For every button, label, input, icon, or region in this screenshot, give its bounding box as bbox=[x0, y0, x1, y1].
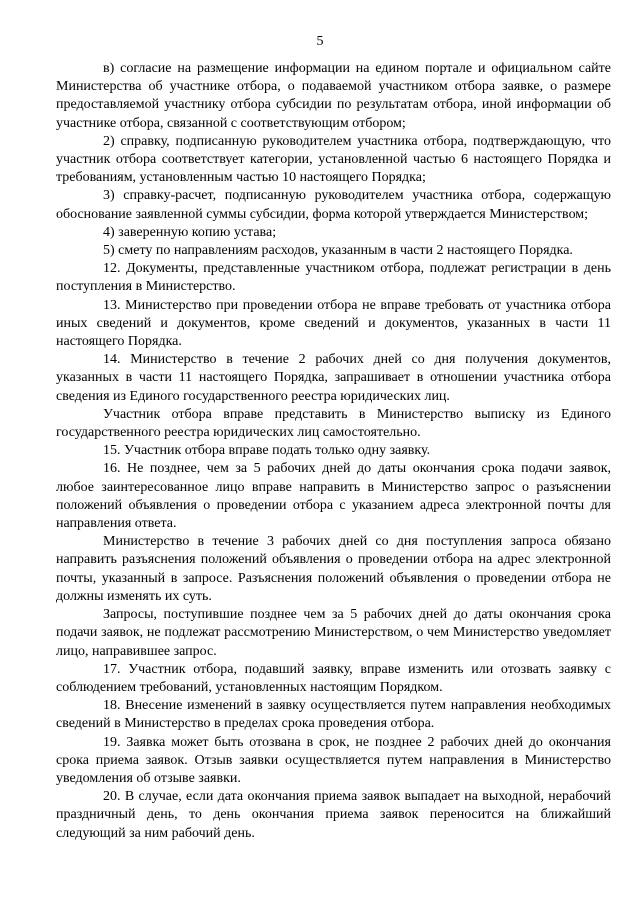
document-body bbox=[56, 60, 611, 843]
paragraph-item-3-calculation: 3) справку-расчет, подписанную руководителем участника отбора, содержащую обоснование заявленной суммы субсидии, форма которой утверждается Министерством; bbox=[56, 188, 611, 222]
page-number: 5 bbox=[316, 34, 324, 49]
paragraph-20: 20. В случае, если дата окончания приема заявок выпадает на выходной, нерабочий праздничный день, то день окончания приема заявок переносится на ближайший следующий за ним рабочий день. bbox=[56, 789, 611, 841]
paragraph-16-response: Министерство в течение 3 рабочих дней со дня поступления запроса обязано направить разъяснения положений объявления о проведении отбора на адрес электронной почты, указанный в запросе. Разъяснения положений объявления о проведении отбора не должны изменять их суть. bbox=[56, 534, 611, 604]
paragraph-item-5-estimate: 5) смету по направлениям расходов, указанным в части 2 настоящего Порядка. bbox=[103, 243, 573, 259]
paragraph-16: 16. Не позднее, чем за 5 рабочих дней до даты окончания срока подачи заявок, любое заинтересованное лицо вправе направить в Министерство запрос о разъяснении положений объявления о проведении отбора с указанием адреса электронной почты для направления ответа. bbox=[56, 461, 611, 532]
paragraph-13: 13. Министерство при проведении отбора не вправе требовать от участника отбора иных сведений и документов, кроме сведений и документов, указанных в части 11 настоящего Порядка. bbox=[56, 297, 611, 350]
paragraph-15: 15. Участник отбора вправе подать только одну заявку. bbox=[103, 443, 431, 459]
paragraph-item-2-certificate: 2) справку, подписанную руководителем участника отбора, подтверждающую, что участник отбора соответствует категории, установленной частью 6 настоящего Порядка и требованиям, установленным частью 10 настоящего Порядка; bbox=[56, 133, 611, 186]
paragraph-12: 12. Документы, представленные участником отбора, подлежат регистрации в день поступления в Министерство. bbox=[56, 261, 611, 295]
paragraph-14-extract: Участник отбора вправе представить в Министерство выписку из Единого государственного реестра юридических лиц самостоятельно. bbox=[56, 406, 611, 441]
paragraph-17: 17. Участник отбора, подавший заявку, вправе изменить или отозвать заявку с соблюдением требований, установленных настоящим Порядком. bbox=[56, 661, 611, 695]
paragraph-14: 14. Министерство в течение 2 рабочих дней со дня получения документов, указанных в части 11 настоящего Порядка, запрашивает в отношении участника отбора сведения из Единого государственного реестра юридических лиц. bbox=[56, 352, 611, 404]
paragraph-18: 18. Внесение изменений в заявку осуществляется путем направления необходимых сведений в Министерство в пределах срока проведения отбора. bbox=[56, 698, 611, 732]
paragraph-19: 19. Заявка может быть отозвана в срок, не позднее 2 рабочих дней до окончания срока приема заявок. Отзыв заявки осуществляется путем направления в Министерство уведомления об отзыве заявки. bbox=[56, 734, 611, 786]
paragraph-item-4-charter: 4) заверенную копию устава; bbox=[103, 224, 277, 240]
paragraph-16-late-requests: Запросы, поступившие позднее чем за 5 рабочих дней до даты окончания срока подачи заявок, не подлежат рассмотрению Министерством, о чем Министерство уведомляет лицо, направившее запрос. bbox=[56, 607, 611, 659]
paragraph-consent-publication: в) согласие на размещение информации на едином портале и официальном сайте Министерства об участнике отбора, о подаваемой участником отбора заявке, о размере предоставляемой участнику отбора субсидии по результатам отбора, иной информации об участнике отбора, связанной с соответствующим отбором; bbox=[56, 61, 611, 131]
